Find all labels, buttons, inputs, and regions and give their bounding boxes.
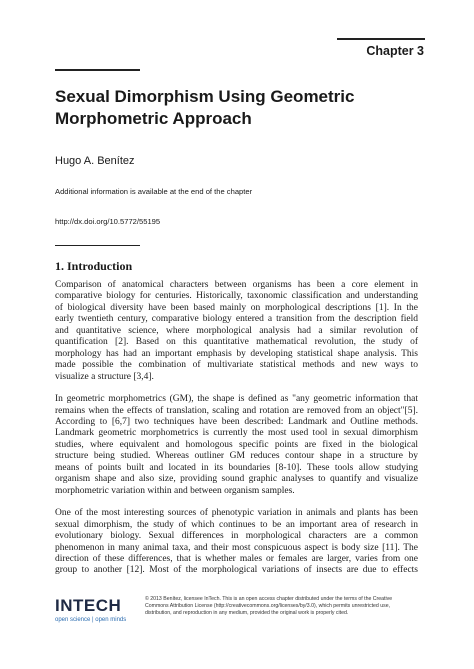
license-line: © 2013 Benítez, licensee InTech. This is an open access chapter distributed under the terms of the Creative bbox=[145, 596, 393, 602]
text-line: studies, where equivalent and homologous specific points are fixed in the biological bbox=[55, 439, 418, 450]
chapter-label: Chapter 3 bbox=[366, 44, 424, 58]
text-line: organism shape and also size, providing sound graphic analyses to quantify and visualize bbox=[55, 474, 418, 485]
text-line: comparative biology for centuries. Historically, taxonomic classification and understanding bbox=[55, 291, 418, 302]
license-line: distribution, and reproduction in any medium, provided the original work is properly cited. bbox=[145, 610, 349, 616]
text-line: According to [6,7] two techniques have been described: Landmark and Outline methods. bbox=[55, 416, 418, 427]
page-footer bbox=[55, 596, 430, 636]
text-line: One of the most interesting sources of phenotypic variation in animals and plants has been bbox=[55, 508, 418, 519]
paragraph-2 bbox=[55, 394, 418, 497]
text-line: phenomenon in many animal taxa, and their most conspicuous aspect is body size [11]. The bbox=[55, 542, 418, 553]
text-line: visualize a structure [3,4]. bbox=[55, 371, 154, 382]
section-heading: 1. Introduction bbox=[55, 259, 133, 273]
text-line: quantification [2]. Based on this quantitative mathematical revolution, the study of bbox=[55, 337, 418, 348]
text-line: structure being studied. Whereas outliner GM reduces contour shape in a structure by bbox=[55, 451, 418, 462]
intech-logo: INTECH bbox=[55, 596, 122, 615]
section-rule bbox=[55, 245, 140, 246]
additional-info-note: Additional information is available at the end of the chapter bbox=[55, 187, 253, 196]
text-line: remains when the effects of translation, scaling and rotation are removed from an object"[5]. bbox=[55, 405, 418, 416]
text-line: In geometric morphometrics (GM), the shape is defined as "any geometric information that bbox=[55, 394, 418, 405]
text-line: Landmark geometric morphometrics is currently the most used tool in sexual dimorphism bbox=[55, 428, 418, 439]
license-line: Commons Attribution License (http://creativecommons.org/licenses/by/3.0), which permits unrestricted use, bbox=[145, 603, 391, 609]
text-line: early twentieth century, comparative biology entered a transition from the description field bbox=[55, 314, 418, 325]
doi-link[interactable]: http://dx.doi.org/10.5772/55195 bbox=[55, 217, 161, 226]
paragraph-1 bbox=[55, 280, 418, 383]
text-line: direction of these differences, that is whether males or females are larger, varies from one bbox=[55, 553, 418, 564]
chapter-title-line-1: Sexual Dimorphism Using Geometric bbox=[55, 87, 355, 106]
text-line: group to another [12]. Most of the morphological variations of insects are due to effects bbox=[55, 565, 418, 576]
section-body bbox=[55, 280, 418, 588]
chapter-title-line-2: Morphometric Approach bbox=[55, 109, 252, 128]
text-line: morphology has had an important emphasis by developing statistical shape analysis. This bbox=[55, 348, 418, 359]
text-line: means of points built and located in its boundaries [8-10]. These tools allow studying bbox=[55, 462, 418, 473]
paragraph-3 bbox=[55, 508, 418, 577]
chapter-title bbox=[55, 86, 435, 130]
author-name: Hugo A. Benítez bbox=[55, 155, 135, 167]
chapter-rule bbox=[337, 38, 425, 40]
text-line: and quantitative science, where morphological analysis had a similar revolution of bbox=[55, 325, 418, 336]
text-line: morphometric variation within and between organism samples. bbox=[55, 485, 295, 496]
text-line: of biological diversity have been based mainly on morphological descriptions [1]. In the bbox=[55, 302, 418, 313]
text-line: Comparison of anatomical characters between organisms has been a core element in bbox=[55, 280, 418, 290]
text-line: evolutionary biology. Sexual differences in morphological characters are a common bbox=[55, 531, 418, 542]
title-rule bbox=[55, 69, 140, 71]
text-line: made possible the combination of multivariate statistical methods and new ways to bbox=[55, 360, 418, 371]
license-notice bbox=[145, 596, 430, 617]
text-line: sexual dimorphism, the study of which continues to be an important area of research in bbox=[55, 519, 418, 530]
logo-tagline: open science | open minds bbox=[55, 617, 127, 623]
